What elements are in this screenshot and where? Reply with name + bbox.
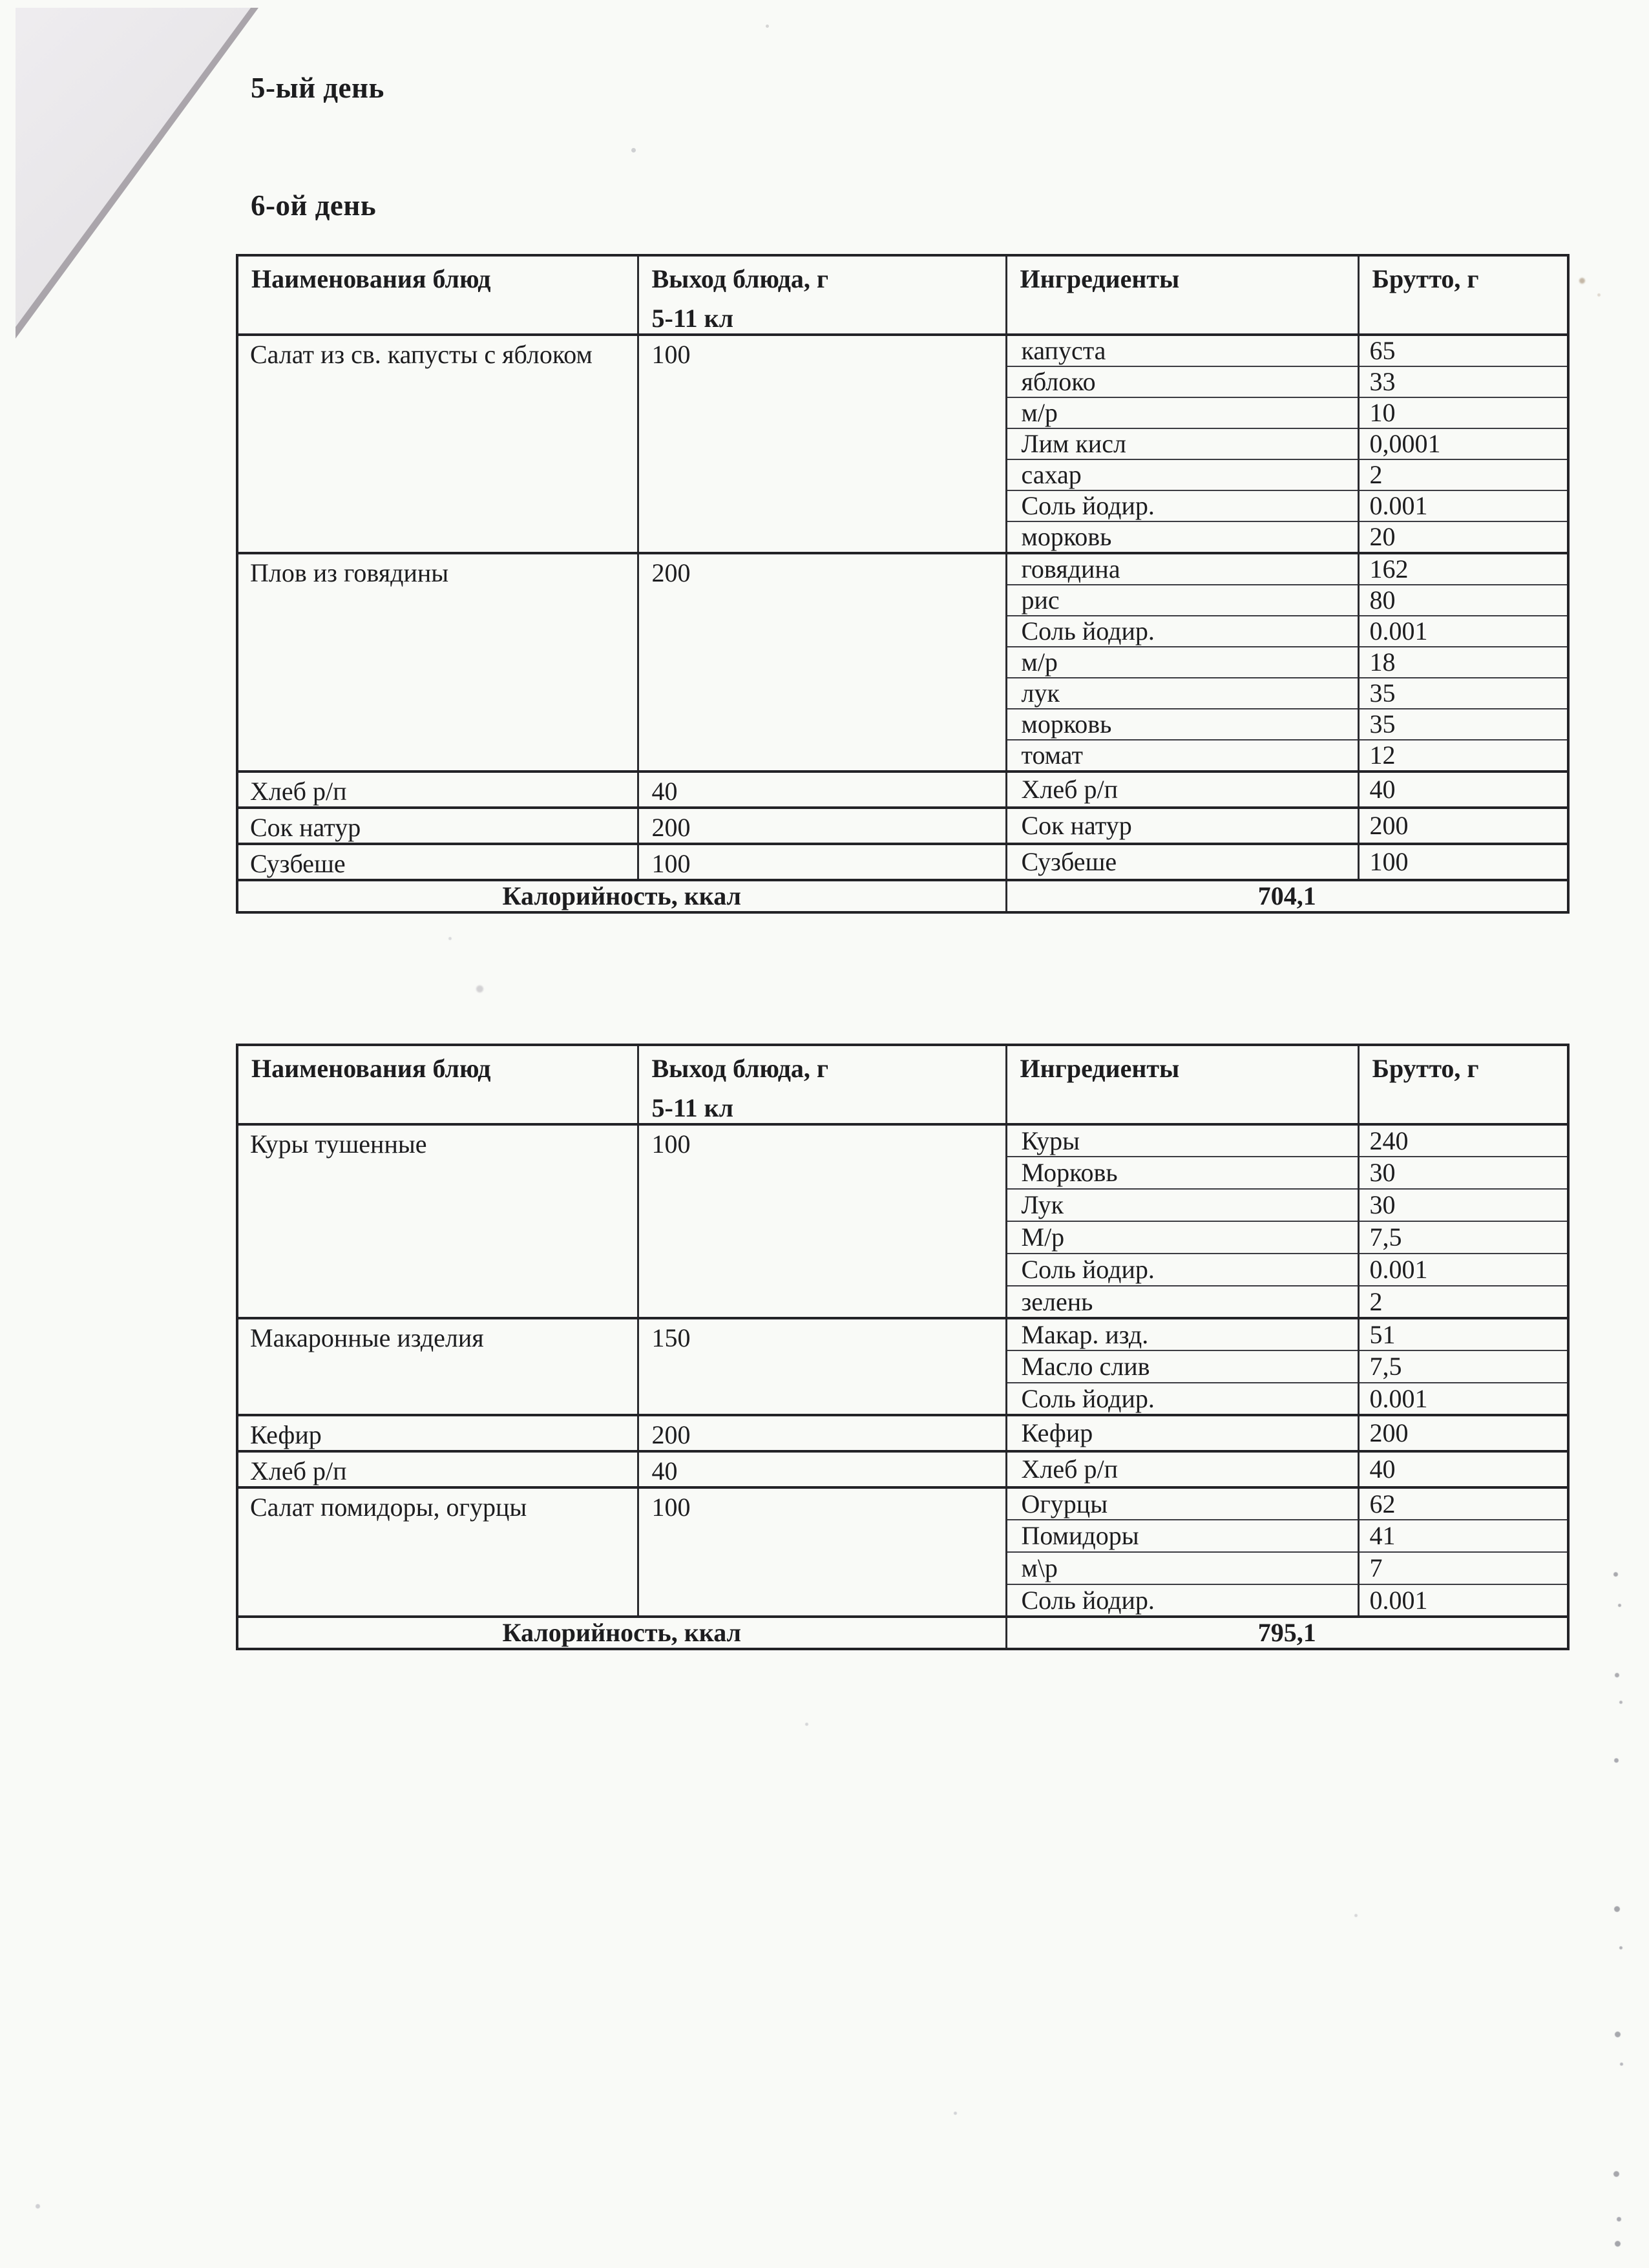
calories-label: Калорийность, ккал: [237, 1617, 1006, 1649]
ingredient-cell: Соль йодир.: [1006, 616, 1358, 647]
gross-cell: 33: [1358, 366, 1568, 397]
gross-cell: 80: [1358, 585, 1568, 616]
calories-row: [237, 880, 1568, 912]
dish-name-cell: Кефир: [237, 1415, 638, 1451]
col-header-output: [638, 1045, 1006, 1124]
col-header-gross: Брутто, г: [1358, 255, 1568, 335]
ingredient-cell: Лук: [1006, 1189, 1358, 1221]
gross-cell: 0.001: [1358, 1383, 1568, 1415]
table-row: [237, 1318, 1568, 1350]
gross-cell: 100: [1358, 844, 1568, 880]
dish-output-cell: 40: [638, 1451, 1006, 1487]
calories-row: [237, 1617, 1568, 1649]
dish-output-cell: 200: [638, 553, 1006, 772]
gross-cell: 20: [1358, 521, 1568, 553]
ingredient-cell: м/р: [1006, 647, 1358, 678]
day6-heading: 6-ой день: [251, 189, 377, 222]
menu-table-1: [236, 254, 1570, 914]
gross-cell: 30: [1358, 1157, 1568, 1189]
ingredient-cell: Сок натур: [1006, 808, 1358, 844]
gross-cell: 35: [1358, 709, 1568, 740]
ingredient-cell: рис: [1006, 585, 1358, 616]
table-row: [237, 772, 1568, 808]
gross-cell: 18: [1358, 647, 1568, 678]
ingredient-cell: М/р: [1006, 1221, 1358, 1254]
ingredient-cell: томат: [1006, 740, 1358, 772]
ingredient-cell: Хлеб р/п: [1006, 1451, 1358, 1487]
table-row: [237, 1451, 1568, 1487]
ingredient-cell: лук: [1006, 678, 1358, 709]
calories-value: 795,1: [1006, 1617, 1568, 1649]
gross-cell: 7,5: [1358, 1350, 1568, 1383]
scan-specks: [0, 0, 3, 3]
ingredient-cell: Кефир: [1006, 1415, 1358, 1451]
gross-cell: 162: [1358, 553, 1568, 585]
gross-cell: 7: [1358, 1552, 1568, 1584]
gross-cell: 0.001: [1358, 1584, 1568, 1617]
col-header-ingredients: Ингредиенты: [1006, 1045, 1358, 1124]
col-header-ingredients: Ингредиенты: [1006, 255, 1358, 335]
ingredient-cell: Соль йодир.: [1006, 1584, 1358, 1617]
ingredient-cell: Масло слив: [1006, 1350, 1358, 1383]
ingredient-cell: м\р: [1006, 1552, 1358, 1584]
ingredient-cell: сахар: [1006, 459, 1358, 490]
gross-cell: 2: [1358, 459, 1568, 490]
gross-cell: 40: [1358, 772, 1568, 808]
col-header-output-line1: Выход блюда, г: [651, 264, 829, 293]
gross-cell: 65: [1358, 335, 1568, 366]
dish-output-cell: 40: [638, 772, 1006, 808]
gross-cell: 30: [1358, 1189, 1568, 1221]
ingredient-cell: м/р: [1006, 397, 1358, 428]
gross-cell: 10: [1358, 397, 1568, 428]
menu-table-2: [236, 1044, 1570, 1650]
gross-cell: 12: [1358, 740, 1568, 772]
dish-output-cell: 200: [638, 1415, 1006, 1451]
gross-cell: 200: [1358, 808, 1568, 844]
gross-cell: 51: [1358, 1318, 1568, 1350]
gross-cell: 35: [1358, 678, 1568, 709]
gross-cell: 0.001: [1358, 1254, 1568, 1286]
dish-name-cell: Хлеб р/п: [237, 1451, 638, 1487]
gross-cell: 240: [1358, 1124, 1568, 1157]
ingredient-cell: Соль йодир.: [1006, 490, 1358, 521]
col-header-output-line2: 5-11 кл: [651, 304, 734, 333]
table-row: [237, 553, 1568, 585]
ingredient-cell: капуста: [1006, 335, 1358, 366]
dish-name-cell: Сузбеше: [237, 844, 638, 880]
table-row: [237, 1487, 1568, 1520]
dish-output-cell: 100: [638, 1124, 1006, 1318]
col-header-output-line1: Выход блюда, г: [651, 1054, 829, 1083]
ingredient-cell: Хлеб р/п: [1006, 772, 1358, 808]
ingredient-cell: Помидоры: [1006, 1520, 1358, 1552]
table-row: [237, 808, 1568, 844]
ingredient-cell: морковь: [1006, 709, 1358, 740]
gross-cell: 62: [1358, 1487, 1568, 1520]
gross-cell: 0,0001: [1358, 428, 1568, 459]
ingredient-cell: Лим кисл: [1006, 428, 1358, 459]
dish-name-cell: Салат помидоры, огурцы: [237, 1487, 638, 1617]
col-header-gross: Брутто, г: [1358, 1045, 1568, 1124]
gross-cell: 7,5: [1358, 1221, 1568, 1254]
table-row: [237, 1415, 1568, 1451]
ingredient-cell: Соль йодир.: [1006, 1383, 1358, 1415]
dish-name-cell: Хлеб р/п: [237, 772, 638, 808]
dish-name-cell: Плов из говядины: [237, 553, 638, 772]
ingredient-cell: говядина: [1006, 553, 1358, 585]
dish-name-cell: Сок натур: [237, 808, 638, 844]
ingredient-cell: зелень: [1006, 1286, 1358, 1318]
ingredient-cell: Макар. изд.: [1006, 1318, 1358, 1350]
dish-name-cell: Куры тушенные: [237, 1124, 638, 1318]
col-header-dishes: Наименования блюд: [237, 1045, 638, 1124]
ingredient-cell: Соль йодир.: [1006, 1254, 1358, 1286]
gross-cell: 2: [1358, 1286, 1568, 1318]
table-row: [237, 335, 1568, 366]
dish-output-cell: 200: [638, 808, 1006, 844]
gross-cell: 200: [1358, 1415, 1568, 1451]
calories-label: Калорийность, ккал: [237, 880, 1006, 912]
table-row: [237, 1124, 1568, 1157]
table-2-header-row: [237, 1045, 1568, 1124]
dish-output-cell: 100: [638, 335, 1006, 553]
col-header-dishes: Наименования блюд: [237, 255, 638, 335]
calories-value: 704,1: [1006, 880, 1568, 912]
dish-name-cell: Макаронные изделия: [237, 1318, 638, 1415]
ingredient-cell: Куры: [1006, 1124, 1358, 1157]
table-row: [237, 844, 1568, 880]
table-1-header-row: [237, 255, 1568, 335]
gross-cell: 0.001: [1358, 616, 1568, 647]
dish-output-cell: 150: [638, 1318, 1006, 1415]
dish-output-cell: 100: [638, 1487, 1006, 1617]
ingredient-cell: Огурцы: [1006, 1487, 1358, 1520]
gross-cell: 41: [1358, 1520, 1568, 1552]
ingredient-cell: Сузбеше: [1006, 844, 1358, 880]
page-corner-fold: [0, 0, 271, 362]
dish-name-cell: Салат из св. капусты с яблоком: [237, 335, 638, 553]
col-header-output: [638, 255, 1006, 335]
gross-cell: 40: [1358, 1451, 1568, 1487]
ingredient-cell: Морковь: [1006, 1157, 1358, 1189]
col-header-output-line2: 5-11 кл: [651, 1093, 734, 1122]
ingredient-cell: яблоко: [1006, 366, 1358, 397]
ingredient-cell: морковь: [1006, 521, 1358, 553]
dish-output-cell: 100: [638, 844, 1006, 880]
day5-heading: 5-ый день: [251, 72, 384, 104]
gross-cell: 0.001: [1358, 490, 1568, 521]
